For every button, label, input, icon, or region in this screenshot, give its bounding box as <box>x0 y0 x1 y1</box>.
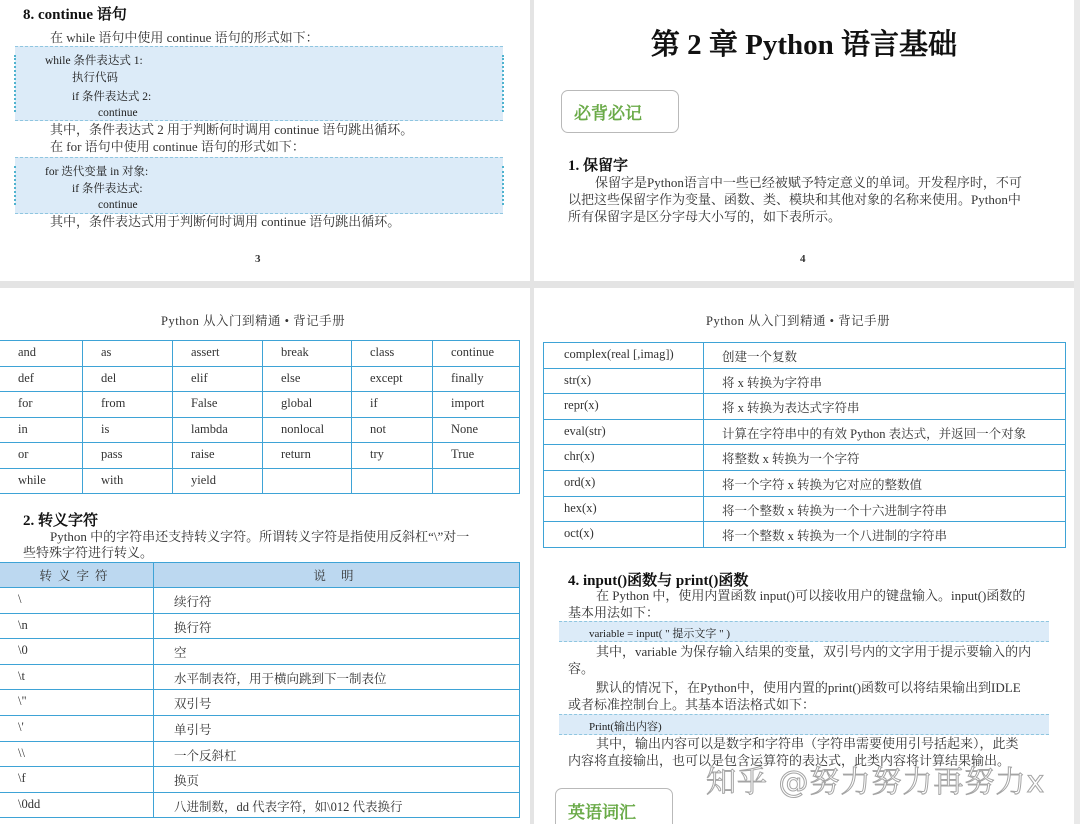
intro-while: 在 while 语句中使用 continue 语句的形式如下： <box>50 30 319 45</box>
page-6 <box>534 288 1074 824</box>
section-title-escape: 2. 转义字符 <box>23 513 99 529</box>
table-row <box>0 341 520 367</box>
table-cell: 水平制表符，用于横向跳到下一制表位 <box>154 664 520 690</box>
table-cell: \0 <box>0 639 154 665</box>
paragraph-line: 所有保留字是区分字母大小写的，如下表所示。 <box>568 209 842 224</box>
table-cell: \\ <box>0 741 154 767</box>
table-cell: import <box>433 392 520 418</box>
table-cell: eval(str) <box>544 419 704 445</box>
table-cell: 双引号 <box>154 690 520 716</box>
table-cell: finally <box>433 366 520 392</box>
paragraph-line: 些特殊字符进行转义。 <box>23 545 154 560</box>
escape-table <box>0 562 520 818</box>
column-header: 转义字符 <box>0 563 154 588</box>
table-cell: global <box>263 392 352 418</box>
table-row <box>0 715 520 741</box>
code-block-input <box>559 621 1049 642</box>
table-cell: continue <box>433 341 520 367</box>
table-cell: 续行符 <box>154 588 520 614</box>
table-cell: None <box>433 417 520 443</box>
table-row <box>544 394 1066 420</box>
table-cell: return <box>263 443 352 469</box>
table-cell <box>352 468 433 494</box>
table-cell: complex(real [,imag]) <box>544 343 704 369</box>
paragraph-line: 其中，variable 为保存输入结果的变量，双引号内的文字用于提示要输入的内 <box>596 644 1032 659</box>
badge-must-memorize <box>561 90 679 133</box>
table-cell: and <box>0 341 83 367</box>
table-cell: nonlocal <box>263 417 352 443</box>
table-cell: hex(x) <box>544 496 704 522</box>
table-cell: oct(x) <box>544 522 704 548</box>
code-line: if 条件表达式: <box>72 183 143 195</box>
page-5 <box>0 288 530 824</box>
code-block-for <box>15 157 503 214</box>
table-cell: str(x) <box>544 368 704 394</box>
table-row <box>0 792 520 818</box>
table-row <box>0 690 520 716</box>
table-cell: 空 <box>154 639 520 665</box>
code-line: Print(输出内容) <box>589 721 662 733</box>
table-cell <box>263 468 352 494</box>
table-row <box>0 613 520 639</box>
table-cell: def <box>0 366 83 392</box>
table-cell: 八进制数，dd 代表字符，如\012 代表换行 <box>154 792 520 818</box>
badge-label: 英语词汇 <box>568 802 636 822</box>
table-cell: or <box>0 443 83 469</box>
table-row <box>544 470 1066 496</box>
table-cell: 将一个整数 x 转换为一个八进制的字符串 <box>704 522 1066 548</box>
table-cell: 将 x 转换为表达式字符串 <box>704 394 1066 420</box>
scrollbar-gutter <box>1074 0 1080 824</box>
code-line: if 条件表达式 2: <box>72 91 152 103</box>
table-cell: 计算在字符串中的有效 Python 表达式，并返回一个对象 <box>704 419 1066 445</box>
table-cell: else <box>263 366 352 392</box>
table-row <box>0 443 520 469</box>
table-cell: 一个反斜杠 <box>154 741 520 767</box>
table-header-row <box>0 563 520 588</box>
table-cell: yield <box>173 468 263 494</box>
paragraph-line: 内容将直接输出，也可以是包含运算符的表达式，此类内容将计算结果输出。 <box>568 753 1011 768</box>
intro-for: 在 for 语句中使用 continue 语句的形式如下： <box>50 139 305 154</box>
page-4 <box>534 0 1074 281</box>
table-row <box>544 522 1066 548</box>
paragraph-line: 基本用法如下： <box>568 605 660 620</box>
table-cell: 将一个字符 x 转换为它对应的整数值 <box>704 470 1066 496</box>
code-line: for 迭代变量 in 对象: <box>45 166 149 178</box>
code-line: continue <box>98 107 138 119</box>
table-cell: if <box>352 392 433 418</box>
table-cell: from <box>83 392 173 418</box>
table-cell: is <box>83 417 173 443</box>
table-cell: break <box>263 341 352 367</box>
note-for: 其中，条件表达式用于判断何时调用 continue 语句跳出循环。 <box>50 214 401 229</box>
table-cell: 换行符 <box>154 613 520 639</box>
code-line: while 条件表达式 1: <box>45 55 143 67</box>
section-title-continue: 8. continue 语句 <box>23 7 127 23</box>
table-cell: \" <box>0 690 154 716</box>
page-3 <box>0 0 530 281</box>
table-row <box>0 741 520 767</box>
paragraph-line: 默认的情况下，在Python中，使用内置的print()函数可以将结果输出到IDLE <box>596 680 1021 695</box>
section-title-reserved-words: 1. 保留字 <box>568 158 629 174</box>
table-cell: 将一个整数 x 转换为一个十六进制字符串 <box>704 496 1066 522</box>
table-cell: \ <box>0 588 154 614</box>
paragraph-line: 其中，输出内容可以是数字和字符串（字符串需要使用引号括起来），此类 <box>596 736 1019 751</box>
chapter-title: 第 2 章 Python 语言基础 <box>650 29 958 61</box>
code-block-edge <box>14 55 16 112</box>
table-cell: except <box>352 366 433 392</box>
table-row <box>0 417 520 443</box>
table-cell <box>433 468 520 494</box>
table-cell: as <box>83 341 173 367</box>
table-cell: elif <box>173 366 263 392</box>
page-number: 3 <box>255 253 261 265</box>
table-cell: in <box>0 417 83 443</box>
table-row <box>0 468 520 494</box>
table-cell: \f <box>0 767 154 793</box>
table-row <box>544 496 1066 522</box>
section-title-input-print: 4. input()函数与 print()函数 <box>568 573 749 589</box>
table-cell: 将 x 转换为字符串 <box>704 368 1066 394</box>
table-cell: \' <box>0 715 154 741</box>
code-block-print <box>559 714 1049 735</box>
running-head: Python 从入门到精通 • 背记手册 <box>161 314 346 328</box>
table-cell: 将整数 x 转换为一个字符 <box>704 445 1066 471</box>
watermark: 知乎 @努力努力再努力x <box>706 765 1046 800</box>
paragraph-line: 容。 <box>568 661 595 676</box>
table-cell: chr(x) <box>544 445 704 471</box>
code-block-edge <box>502 166 504 205</box>
table-row <box>0 664 520 690</box>
table-row <box>544 368 1066 394</box>
table-row <box>0 767 520 793</box>
table-cell: \0dd <box>0 792 154 818</box>
paragraph-line: 或者标准控制台上。其基本语法格式如下： <box>568 697 816 712</box>
table-cell: pass <box>83 443 173 469</box>
table-cell: True <box>433 443 520 469</box>
table-row <box>0 639 520 665</box>
table-cell: repr(x) <box>544 394 704 420</box>
table-cell: for <box>0 392 83 418</box>
table-row <box>544 445 1066 471</box>
column-header: 说 明 <box>154 563 520 588</box>
table-cell: del <box>83 366 173 392</box>
table-cell: lambda <box>173 417 263 443</box>
code-block-while <box>15 46 503 121</box>
table-cell: \n <box>0 613 154 639</box>
badge-label: 必背必记 <box>574 104 642 123</box>
code-block-edge <box>14 166 16 205</box>
table-cell: 换页 <box>154 767 520 793</box>
paragraph-line: 在 Python 中，使用内置函数 input()可以接收用户的键盘输入。input()函数的 <box>596 588 1026 603</box>
table-cell: raise <box>173 443 263 469</box>
table-row <box>0 588 520 614</box>
running-head: Python 从入门到精通 • 背记手册 <box>706 314 891 328</box>
page-number: 4 <box>800 253 806 265</box>
keywords-table <box>0 340 520 494</box>
table-cell: try <box>352 443 433 469</box>
code-line: 执行代码 <box>72 72 118 84</box>
table-cell: while <box>0 468 83 494</box>
table-row <box>0 366 520 392</box>
table-row <box>0 392 520 418</box>
note-while: 其中，条件表达式 2 用于判断何时调用 continue 语句跳出循环。 <box>50 122 414 137</box>
table-cell: \t <box>0 664 154 690</box>
table-cell: 创建一个复数 <box>704 343 1066 369</box>
paragraph-line: 以把这些保留字作为变量、函数、类、模块和其他对象的名称来使用。Python中 <box>568 192 1021 207</box>
code-line: variable = input( " 提示文字 " ) <box>589 628 731 640</box>
paragraph-line: Python 中的字符串还支持转义字符。所谓转义字符是指使用反斜杠“\”对一 <box>50 529 470 544</box>
badge-english-vocabulary <box>555 788 673 824</box>
table-cell: ord(x) <box>544 470 704 496</box>
table-cell: not <box>352 417 433 443</box>
table-cell: False <box>173 392 263 418</box>
table-cell: 单引号 <box>154 715 520 741</box>
conversion-functions-table <box>543 342 1066 548</box>
code-line: continue <box>98 199 138 211</box>
table-cell: class <box>352 341 433 367</box>
paragraph-line: 保留字是Python语言中一些已经被赋予特定意义的单词。开发程序时，不可 <box>595 175 1022 190</box>
table-row <box>544 419 1066 445</box>
table-cell: with <box>83 468 173 494</box>
table-row <box>544 343 1066 369</box>
table-cell: assert <box>173 341 263 367</box>
code-block-edge <box>502 55 504 112</box>
